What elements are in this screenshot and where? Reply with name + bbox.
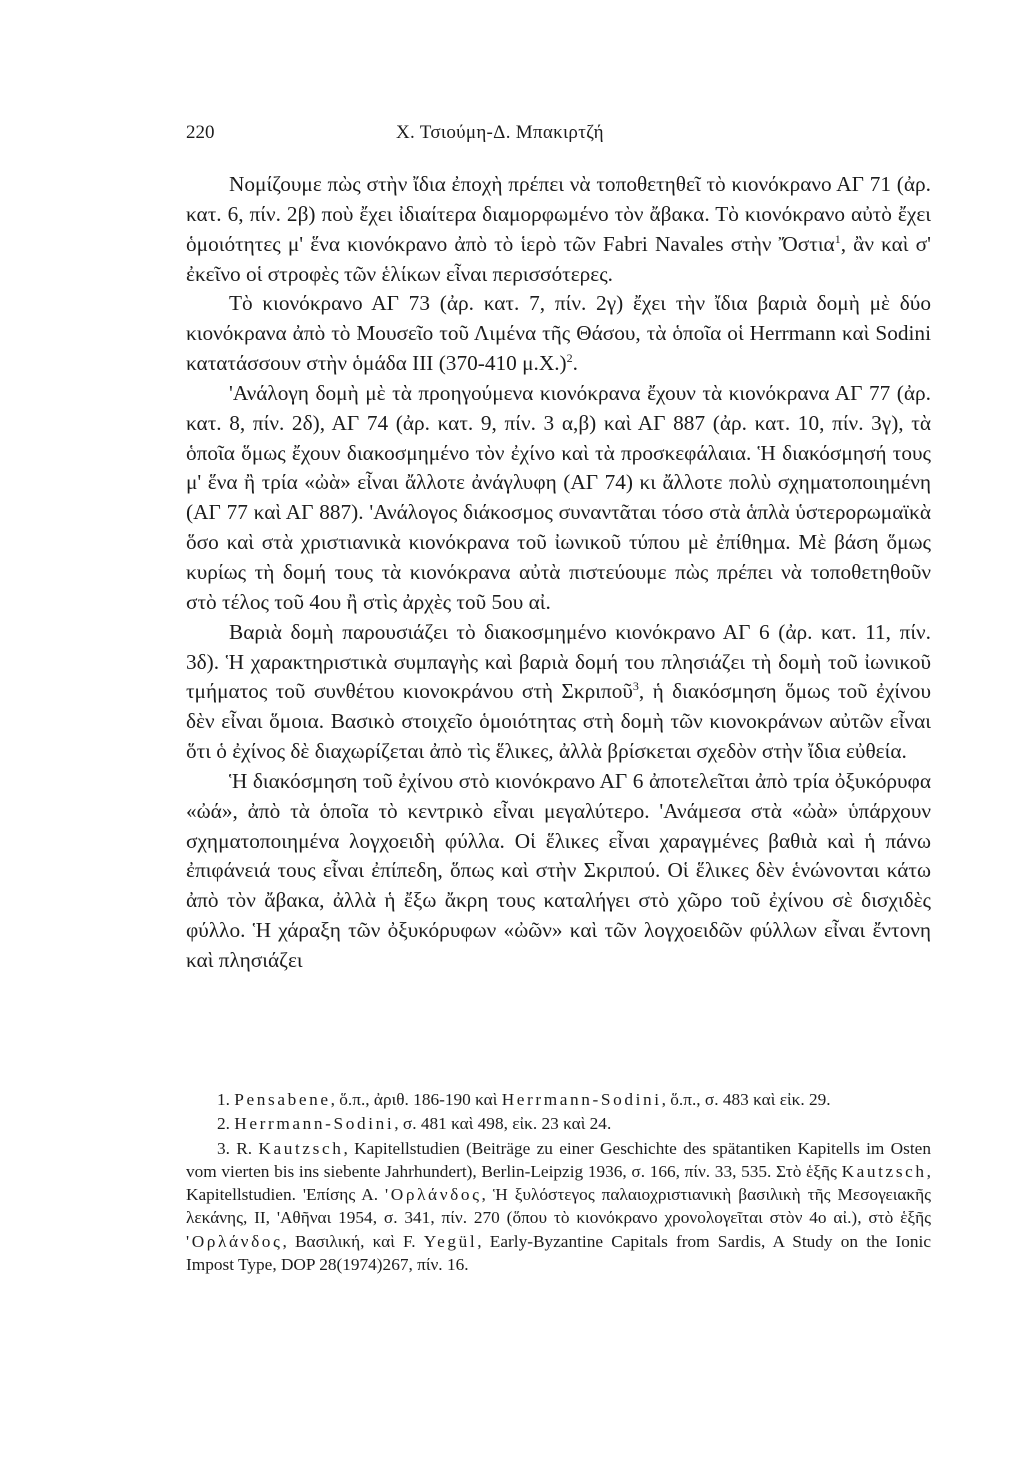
footnote-2: 2. Herrmann-Sodini, σ. 481 καὶ 498, εἰκ. 23 καὶ 24. [217, 1114, 612, 1134]
paragraph-4: Βαριὰ δομὴ παρουσιάζει τὸ διακοσμημένο κιονόκρανο ΑΓ 6 (ἀρ. κατ. 11, πίν. 3δ). Ἡ χαρακτηριστικὰ συμπαγὴς καὶ βαριὰ δομή του πλησιάζει τὴ δομὴ τοῦ ἰωνικοῦ τμήματος τοῦ συνθέτου κιονοκράνου στὴ Σκριποῦ$^3$, ἡ διακόσμηση ὅμως τοῦ ἐχίνου δὲν εἶναι ὅμοια. Βασικὸ στοιχεῖο ὁμοιότητας στὴ δομὴ τῶν κιονοκράνων αὐτῶν εἶναι ὅτι ὁ ἐχίνος δὲ διαχωρίζεται ἀπὸ τὶς ἕλικες, ἀλλὰ βρίσκεται σχεδὸν στὴν ἴδια εὐθεία. [186, 619, 931, 764]
paragraph-5: Ἡ διακόσμηση τοῦ ἐχίνου στὸ κιονόκρανο ΑΓ 6 ἀποτελεῖται ἀπὸ τρία ὀξυκόρυφα «ὠά», ἀπὸ τὰ ὁποῖα τὸ κεντρικὸ εἶναι μεγαλύτερο. 'Ανάμεσα στὰ «ὠὰ» ὑπάρχουν σχηματοποιημένα λογχοειδὴ φύλλα. Οἱ ἕλικες εἶναι χαραγμένες βαθιὰ καὶ ἡ πάνω ἐπιφάνειά τους εἶναι ἐπίπεδη, ὅπως καὶ στὴν Σκριπού. Οἱ ἕλικες δὲν ἑνώνονται κάτω ἀπὸ τὸν ἄβακα, ἀλλὰ ἡ ἔξω ἄκρη τους καταλήγει στὸ χῶρο τοῦ ἐχίνου σὲ δισχιδὲς φύλλο. Ἡ χάραξη τῶν ὀξυκόρυφων «ὠῶν» καὶ τῶν λογχοειδῶν φύλλων εἶναι ἔντονη καὶ πλησιάζει [186, 768, 931, 972]
paragraph-3: 'Ανάλογη δομὴ μὲ τὰ προηγούμενα κιονόκρανα ἔχουν τὰ κιονόκρανα ΑΓ 77 (ἀρ. κατ. 8, πίν. 2δ), ΑΓ 74 (ἀρ. κατ. 9, πίν. 3 α,β) καὶ ΑΓ 887 (ἀρ. κατ. 10, πίν. 3γ), τὰ ὁποῖα ὅμως ἔχουν διακοσμημένο τὸν ἐχίνο καὶ τὰ προσκεφάλαια. Ἡ διακόσμησή τους μ' ἕνα ἢ τρία «ὠὰ» εἶναι ἄλλοτε ἀνάγλυφη (ΑΓ 74) κι ἄλλοτε πολὺ σχηματοποιημένη (ΑΓ 77 καὶ ΑΓ 887). 'Ανάλογος διάκοσμος συναντᾶται τόσο στὰ ἁπλὰ ὑστερορωμαϊκὰ ὅσο καὶ στὰ χριστιανικὰ κιονόκρανα τοῦ ἰωνικοῦ τύπου μὲ ἐπίθημα. Μὲ βάση ὅμως κυρίως τὴ δομή τους τὰ κιονόκρανα αὐτὰ πιστεύουμε πὼς πρέπει νὰ τοποθετηθοῦν στὸ τέλος τοῦ 4ου ἢ στὶς ἀρχὲς τοῦ 5ου αἰ. [186, 380, 931, 614]
footnote-marker-3: 3 [632, 679, 639, 694]
body-text [186, 170, 931, 976]
footnotes [186, 1088, 931, 1276]
footnote-3: 3. R. Kautzsch, Kapitellstudien (Beiträge zu einer Geschichte des spätantiken Kapitells im Osten vom vierten bis ins siebente Jahrhundert), Berlin-Leipzig 1936, σ. 166, πίν. 33, 535. Στὸ ἑξῆς Kautzsch, Kapitellstudien. 'Επίσης Α. 'Ορλάνδος, Ἡ ξυλόστεγος παλαιοχριστιανικὴ βασιλικὴ τῆς Μεσογειακῆς λεκάνης, II, 'Αθῆναι 1954, σ. 341, πίν. 270 (ὅπου τὸ κιονόκρανο χρονολογεῖται στὸν 4ο αἰ.), στὸ ἑξῆς 'Ορλάνδος, Βασιλική, καὶ F. Yegül, Early-Byzantine Capitals from Sardis, A Study on the Ionic Impost Type, DOP 28(1974)267, πίν. 16. [186, 1138, 931, 1275]
paragraph-1: Νομίζουμε πὼς στὴν ἴδια ἐποχὴ πρέπει νὰ τοποθετηθεῖ τὸ κιονόκρανο ΑΓ 71 (ἀρ. κατ. 6, πίν. 2β) ποὺ ἔχει ἰδιαίτερα διαμορφωμένο τὸν ἄβακα. Τὸ κιονόκρανο αὐτὸ ἔχει ὁμοιότητες μ' ἕνα κιονόκρανο ἀπὸ τὸ ἱερὸ τῶν Fabri Navales στὴν Ὄστια$^1$, ἂν καὶ σ' ἐκεῖνο οἱ στροφὲς τῶν ἑλίκων εἶναι περισσότερες. [186, 172, 931, 286]
footnote-1: 1. Pensabene, ὅ.π., ἀριθ. 186-190 καὶ Herrmann-Sodini, ὅ.π., σ. 483 καὶ εἰκ. 29. [217, 1090, 831, 1109]
running-head: Χ. Τσιούμη-Δ. Μπακιρτζή [396, 122, 604, 143]
footnote-marker-1: 1 [834, 231, 841, 246]
page-number: 220 [186, 122, 215, 143]
paragraph-2: Τὸ κιονόκρανο ΑΓ 73 (ἀρ. κατ. 7, πίν. 2γ) ἔχει τὴν ἴδια βαριὰ δομὴ μὲ δύο κιονόκρανα ἀπὸ τὸ Μουσεῖο τοῦ Λιμένα τῆς Θάσου, τὰ ὁποῖα οἱ Herrmann καὶ Sodini κατατάσσουν στὴν ὁμάδα III (370-410 μ.Χ.)$^2$. [186, 291, 931, 376]
footnote-marker-2: 2 [566, 351, 573, 366]
page-header [186, 122, 931, 150]
